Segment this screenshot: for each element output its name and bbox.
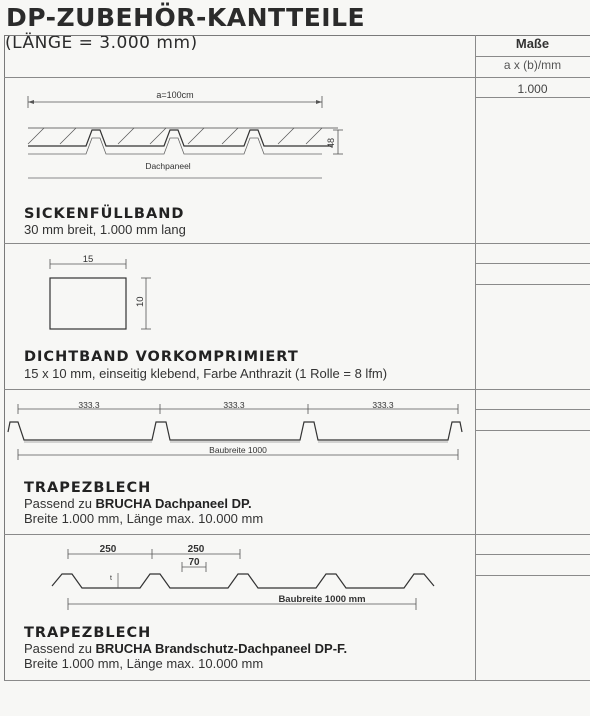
row-divider-bottom [4, 680, 590, 681]
baubreite-label-dp: Baubreite 1000 [209, 445, 267, 455]
page-title: DP-ZUBEHÖR-KANTTEILE [6, 3, 366, 32]
baubreite-label-dpf: Baubreite 1000 mm [278, 594, 366, 605]
product-desc-dichtband: 15 x 10 mm, einseitig klebend, Farbe Anthrazit (1 Rolle = 8 lfm) [24, 366, 388, 381]
dachpaneel-label: Dachpaneel [145, 161, 191, 171]
page-subtitle: (LÄNGE = 3.000 mm) [5, 33, 198, 53]
masse-line-2b [475, 284, 590, 285]
span-label-2: 333.3 [223, 400, 245, 410]
trapezblech-dpf-drawing [0, 540, 475, 620]
product-desc-trapezblech-dpf [24, 641, 347, 671]
rib-70-label: 70 [188, 557, 200, 568]
row-divider-2 [4, 389, 590, 390]
masse-header: Maße [515, 36, 550, 51]
masse-line-3b [475, 430, 590, 431]
masse-line-4b [475, 575, 590, 576]
masse-line-2a [475, 263, 590, 264]
masse-line-4a [475, 554, 590, 555]
span-250-1: 250 [99, 544, 117, 555]
masse-header-line [475, 56, 590, 57]
span-label-3: 333.3 [372, 400, 394, 410]
desc-line2-2: Breite 1.000 mm, Länge max. 10.000 mm [24, 656, 264, 671]
masse-column-divider [475, 35, 476, 680]
product-name-trapezblech-dpf: TRAPEZBLECH [24, 625, 152, 641]
desc-bold-2: BRUCHA Brandschutz-Dachpaneel DP-F. [95, 641, 348, 656]
desc-bold: BRUCHA Dachpaneel DP. [95, 496, 252, 511]
span-250-2: 250 [187, 544, 205, 555]
dichtband-drawing [0, 248, 475, 343]
row-divider-1 [4, 243, 590, 244]
t-small: t [110, 575, 112, 582]
row-divider-header [4, 77, 590, 78]
sickenfuellband-drawing [0, 80, 475, 200]
desc-prefix-2: Passend zu [24, 641, 96, 656]
dim-height2-label: 10 [135, 296, 146, 307]
dim-a-label: a=100cm [156, 90, 194, 100]
product-desc-trapezblech-dp [24, 496, 263, 526]
dim-height-label: 48 [326, 137, 336, 148]
row-divider-3 [4, 534, 590, 535]
masse-value-line [475, 97, 590, 98]
trapezblech-dp-drawing [0, 394, 475, 474]
desc-prefix: Passend zu [24, 496, 96, 511]
product-name-trapezblech-dp: TRAPEZBLECH [24, 480, 152, 496]
product-desc-sickenfuellband: 30 mm breit, 1.000 mm lang [24, 222, 186, 237]
product-name-dichtband: DICHTBAND VORKOMPRIMIERT [24, 349, 299, 365]
masse-subheader: a x (b)/mm [503, 58, 562, 72]
desc-line2: Breite 1.000 mm, Länge max. 10.000 mm [24, 511, 264, 526]
dim-width-label: 15 [82, 254, 94, 265]
product-name-sickenfuellband: SICKENFÜLLBAND [24, 206, 185, 222]
span-label-1: 333.3 [78, 400, 100, 410]
masse-line-3a [475, 409, 590, 410]
masse-value-sickenfuellband: 1.000 [517, 82, 548, 96]
